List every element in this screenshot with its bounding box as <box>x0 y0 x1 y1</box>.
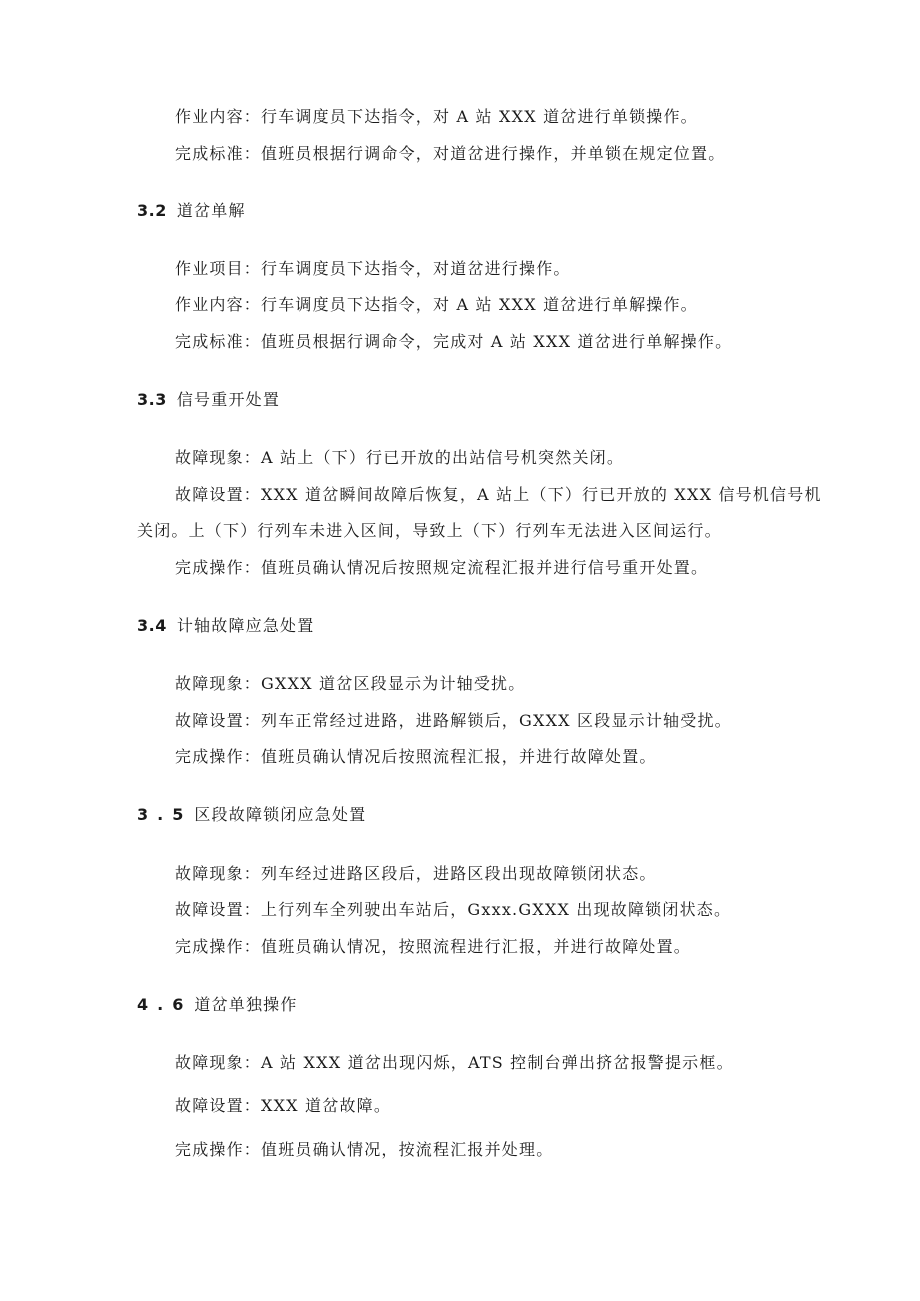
section-title: 信号重开处置 <box>176 390 281 409</box>
paragraph-line: 故障设置：XXX 道岔瞬间故障后恢复，A 站上（下）行已开放的 XXX 信号机信号机 <box>175 485 822 504</box>
paragraph-line: 故障设置：列车正常经过进路，进路解锁后，GXXX 区段显示计轴受扰。 <box>175 711 732 730</box>
paragraph-line: 关闭。上（下）行列车未进入区间，导致上（下）行列车无法进入区间运行。 <box>137 521 722 540</box>
section-number: 4.6 <box>137 995 193 1014</box>
paragraph-line: 完成操作：值班员确认情况后按照规定流程汇报并进行信号重开处置。 <box>175 558 709 577</box>
paragraph-line: 作业内容：行车调度员下达指令，对 A 站 XXX 道岔进行单解操作。 <box>175 295 698 314</box>
paragraph-line: 作业内容：行车调度员下达指令，对 A 站 XXX 道岔进行单锁操作。 <box>175 107 698 126</box>
paragraph-line: 作业项目：行车调度员下达指令，对道岔进行操作。 <box>175 259 571 278</box>
paragraph-line: 完成标准：值班员根据行调命令，完成对 A 站 XXX 道岔进行单解操作。 <box>175 332 733 351</box>
section-heading-3-2 <box>137 201 246 221</box>
section-number: 3.2 <box>137 201 167 220</box>
paragraph-line: 故障设置：XXX 道岔故障。 <box>175 1096 392 1115</box>
section-number: 3.5 <box>137 805 193 824</box>
paragraph-line: 故障现象：A 站上（下）行已开放的出站信号机突然关闭。 <box>175 448 625 467</box>
section-title: 计轴故障应急处置 <box>176 616 315 635</box>
section-title: 道岔单解 <box>176 201 246 220</box>
paragraph-line: 完成操作：值班员确认情况，按流程汇报并处理。 <box>175 1140 554 1159</box>
section-heading-3-3 <box>137 390 280 410</box>
paragraph-line: 故障现象：GXXX 道岔区段显示为计轴受扰。 <box>175 674 526 693</box>
paragraph-line: 故障现象：列车经过进路区段后，进路区段出现故障锁闭状态。 <box>175 864 657 883</box>
section-heading-3-4 <box>137 616 314 636</box>
section-title: 道岔单独操作 <box>194 995 298 1014</box>
section-number: 3.4 <box>137 616 167 635</box>
paragraph-line: 完成操作：值班员确认情况后按照流程汇报，并进行故障处置。 <box>175 747 657 766</box>
section-heading-4-6 <box>137 995 298 1015</box>
section-title: 区段故障锁闭应急处置 <box>194 805 367 824</box>
section-number: 3.3 <box>137 390 167 409</box>
paragraph-line: 故障设置：上行列车全列驶出车站后，Gxxx.GXXX 出现故障锁闭状态。 <box>175 900 732 919</box>
section-heading-3-5 <box>137 805 366 825</box>
paragraph-line: 完成标准：值班员根据行调命令，对道岔进行操作，并单锁在规定位置。 <box>175 144 726 163</box>
paragraph-line: 完成操作：值班员确认情况，按照流程进行汇报，并进行故障处置。 <box>175 937 692 956</box>
paragraph-line: 故障现象：A 站 XXX 道岔出现闪烁，ATS 控制台弹出挤岔报警提示框。 <box>175 1053 734 1072</box>
